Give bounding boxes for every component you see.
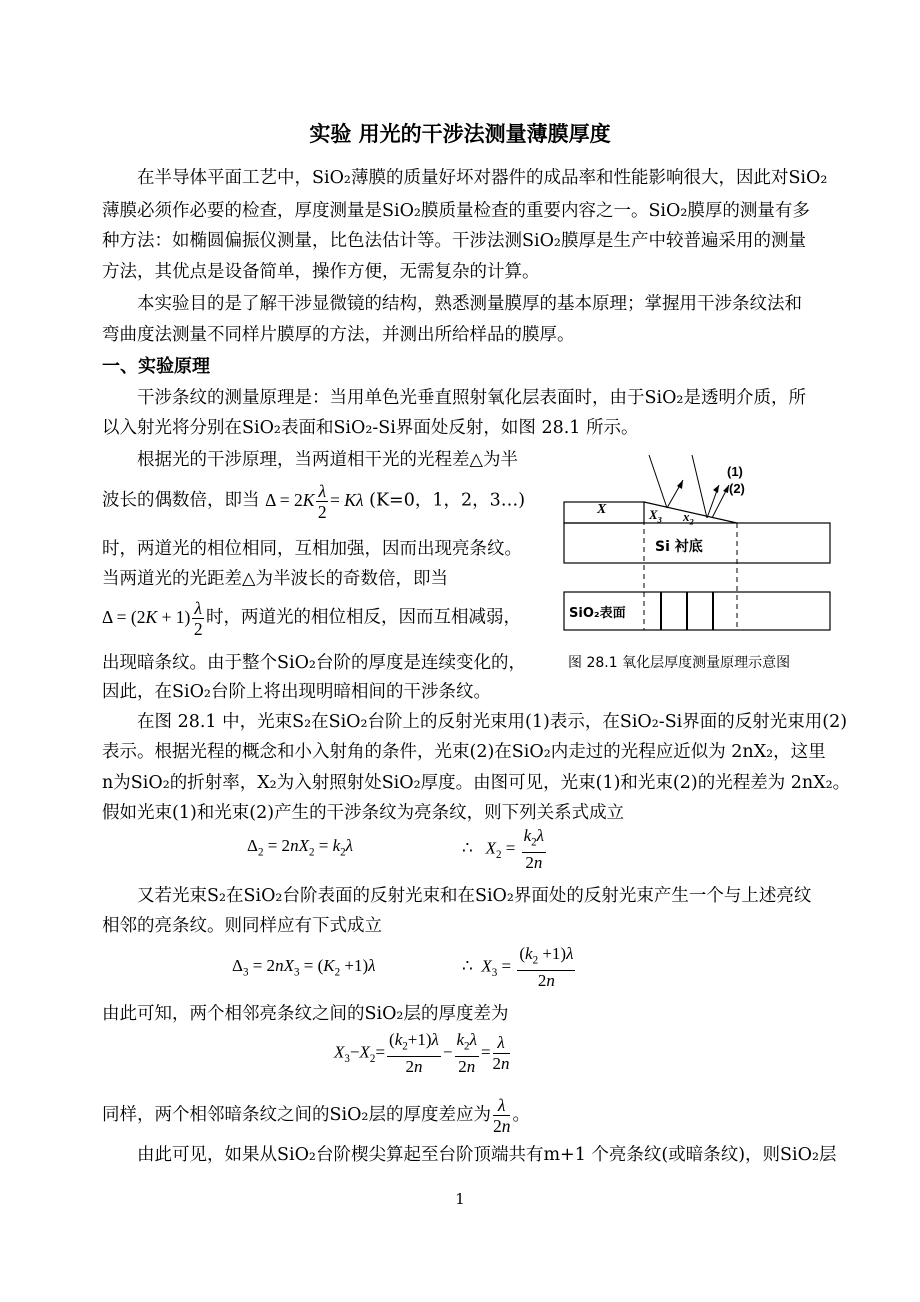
intro-line-5: 本实验目的是了解干涉显微镜的结构，熟悉测量膜厚的基本原理；掌握用干涉条纹法和 — [137, 294, 802, 314]
figure-28-1 — [557, 450, 847, 680]
para3-line-1: 在图 28.1 中，光束S₂在SiO₂台阶上的反射光束用(1)表示，在SiO₂-Si界面的反射光束用(2) — [137, 712, 848, 732]
intro-line-1: 在半导体平面工艺中，SiO₂薄膜的质量好坏对器件的成品率和性能影响很大，因此对SiO₂ — [137, 168, 828, 188]
label-x: X — [597, 502, 607, 517]
para5-line: 由此可知，两个相邻亮条纹之间的SiO₂层的厚度差为 — [102, 1004, 509, 1024]
equation-delta3: $\Delta_3 = 2nX_3 = (K_2 +1)\lambda$ — [232, 956, 376, 979]
equation-x2: ∴ $X_2$ = $\frac{k_2\lambda}{2n}$ — [462, 826, 545, 873]
equation-difference: $X_3-X_2=$ $\frac{(k_2+1)\lambda}{2n}$ − $\frac{k_2\lambda}{2n}$ = $\frac{\lambda}{2n}$ — [334, 1030, 510, 1077]
principle-line-9: 因此，在SiO₂台阶上将出现明暗相间的干涉条纹。 — [102, 682, 491, 702]
intro-line-2: 薄膜必须作必要的检查，厚度测量是SiO₂膜质量检查的重要内容之一。SiO₂膜厚的测量有多 — [102, 201, 810, 221]
bright-condition-formula: Δ = 2K $\frac{\lambda}{2}$ = Kλ — [265, 481, 364, 522]
principle-line-1: 干涉条纹的测量原理是：当用单色光垂直照射氧化层表面时，由于SiO₂是透明介质，所 — [137, 388, 806, 408]
label-x2: $x_2$ — [683, 509, 694, 527]
label-beam-1: (1) — [727, 464, 743, 479]
page-title: 实验 用光的干涉法测量薄膜厚度 — [309, 122, 611, 146]
section-heading: 一、实验原理 — [102, 356, 210, 377]
k-values: (K=0，1，2，3…) — [369, 490, 526, 511]
intro-line-4: 方法，其优点是设备简单，操作方便，无需复杂的计算。 — [102, 262, 540, 282]
principle-line-6: 当两道光的光距差△为半波长的奇数倍，即当 — [102, 569, 448, 589]
incident-ray-1 — [649, 455, 667, 508]
intro-line-6: 弯曲度法测量不同样片膜厚的方法，并测出所给样品的膜厚。 — [102, 325, 575, 345]
para3-line-4: 假如光束(1)和光束(2)产生的干涉条纹为亮条纹，则下列关系式成立 — [102, 803, 625, 823]
arrow-2 — [713, 485, 719, 493]
dark-fringe-text: 同样，两个相邻暗条纹之间的SiO₂层的厚度差应为 — [102, 1105, 491, 1125]
label-x3: $X_3$ — [649, 507, 662, 525]
figure-caption: 图 28.1 氧化层厚度测量原理示意图 — [568, 655, 791, 671]
principle-line-3: 根据光的干涉原理，当两道相干光的光程差△为半 — [137, 450, 518, 470]
principle-line-5: 时，两道光的相位相同，互相加强，因而出现亮条纹。 — [102, 539, 522, 559]
para4-line-2: 相邻的亮条纹。则同样应有下式成立 — [102, 916, 382, 936]
equation-x3: ∴ $X_3$ = $\frac{(k_2 +1)\lambda}{2n}$ — [462, 944, 574, 991]
para3-line-3: n为SiO₂的折射率，X₂为入射照射处SiO₂厚度。由图可见，光束(1)和光束(2)的光程差为 2nX₂。 — [102, 773, 851, 793]
para3-line-2: 表示。根据光程的概念和小入射角的条件，光束(2)在SiO₂内走过的光程应近似为 2nX₂，这里 — [102, 742, 826, 762]
arrow-1 — [677, 480, 683, 489]
label-substrate: Si 衬底 — [655, 539, 703, 555]
label-surface: SiO₂表面 — [569, 606, 626, 621]
principle-line-8: 出现暗条纹。由于整个SiO₂台阶的厚度是连续变化的， — [102, 653, 526, 673]
para4-line-1: 又若光束S₂在SiO₂台阶表面的反射光束和在SiO₂界面处的反射光束产生一个与上述亮纹 — [137, 886, 812, 906]
equation-delta2: $\Delta_2 = 2nX_2 = k_2\lambda$ — [247, 836, 354, 859]
principle-line-7 — [102, 598, 521, 639]
principle-line-2: 以入射光将分别在SiO₂表面和SiO₂-Si界面处反射，如图 28.1 所示。 — [102, 418, 639, 438]
bright-condition-text: 波长的偶数倍，即当 — [102, 490, 260, 511]
para7-line: 由此可见，如果从SiO₂台阶楔尖算起至台阶顶端共有m+1 个亮条纹(或暗条纹)，则SiO₂层 — [137, 1145, 837, 1165]
dark-condition-formula: Δ = (2K + 1) $\frac{\lambda}{2}$ — [102, 598, 203, 639]
intro-line-3: 种方法：如椭圆偏振仪测量，比色法估计等。干涉法测SiO₂膜厚是生产中较普遍采用的测量 — [102, 231, 806, 251]
para6-line — [102, 1095, 530, 1136]
principle-line-4 — [102, 481, 525, 522]
lambda-over-2n: $\frac{\lambda}{2n}$ — [492, 1095, 511, 1136]
incident-ray-2 — [692, 455, 707, 518]
label-beam-2: (2) — [729, 481, 745, 496]
period: 。 — [512, 1105, 530, 1125]
dark-condition-text: 时，两道光的相位相反，因而互相减弱， — [205, 607, 521, 628]
page-number: 1 — [455, 1190, 465, 1208]
